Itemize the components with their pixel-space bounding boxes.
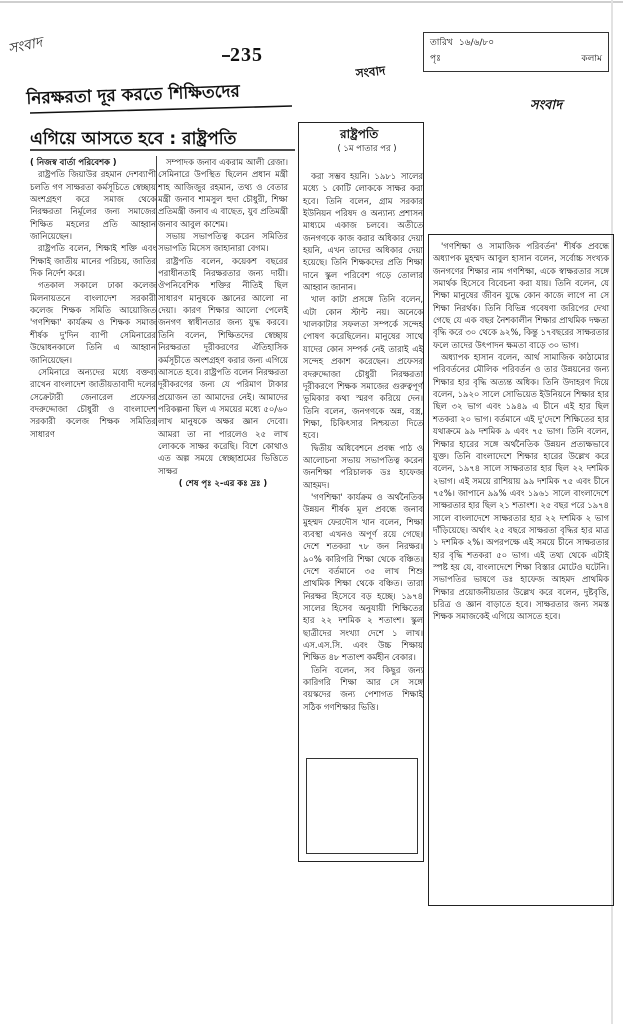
article-column-1: [30, 156, 156, 439]
continuation-title: রাষ্ট্রপতি: [340, 127, 379, 141]
paragraph: দ্বিতীয় অধিবেশনে প্রবন্ধ পাঠ ও আলোচনা সভায় সভাপতিত্ব করেন জনশিক্ষা পরিচালক ডঃ হাফেজ আহমদ।: [303, 442, 423, 490]
publication-fragment: সংবাদ: [530, 98, 563, 113]
masthead-fragment: সংবাদ: [355, 63, 387, 81]
paragraph: তিনি বলেন, সব কিছুর জন্য কারিগরি শিক্ষা আর সে সঙ্গে বয়স্কদের জন্য পেশাগত শিক্ষাই সঠিক গণশিক্ষার ভিত্তি।: [303, 664, 423, 712]
date-label: তারিখ: [430, 38, 453, 48]
date-value: ১৬/৬/৮০: [458, 38, 495, 48]
inset-quote-box: [306, 758, 418, 854]
headline-line-1: নিরক্ষরতা দূর করতে শিক্ষিতদের: [26, 81, 241, 109]
paragraph: 'গণশিক্ষা ও সামাজিক পরিবর্তন' শীর্ষক প্রবন্ধে অধ্যাপক মুহম্মদ আবুল হাসান বলেন, সর্বোচ্চ সংখ্যক জনগণের শিক্ষার নাম গণশিক্ষা, একে স্বাক্ষরতার সঙ্গে সমার্থক হিসেবে বিবেচনা করা যায়। তিনি বলেন, যে শিক্ষা মানুষের জীবন যুদ্ধে কোন কাজে লাগে না সে শিক্ষা নিরর্থক। তিনি বিভিন্ন গবেষণা জরিপের দেখা গেছে যে এক বছর নৈশকালীন শিক্ষার প্রাথমিক দক্ষতা বৃদ্ধি করে ৩০ থেকে ৯২%, কিন্তু ১৭বছরের সাক্ষরতার ফলে তাদের উৎপাদন ক্ষমতা বাড়ে ৩০ ভাগ।: [433, 241, 609, 350]
paragraph: সম্পাদক জনাব একরাম আলী রেজা। সেমিনারে উপস্থিত ছিলেন প্রধান মন্ত্রী শাহ আজিজুর রহমান, তথ্য ও বেতার মন্ত্রী জনাব শামসুল হুদা চৌধুরী, শিক্ষা প্রতিমন্ত্রী জনাব এ বাছেত, যুব প্রতিমন্ত্রী জনাব আবুল কাশেম।: [158, 157, 288, 229]
paragraph: খাল কাটা প্রসঙ্গে তিনি বলেন, এটা কোন স্টান্ট নয়। অনেকে খালকাটার সফলতা সম্পর্কে সন্দেহ পোষণ করেছিলেন। মানুষের সাথে যাদের কোন সম্পর্ক নেই তারাই এই সন্দেহ প্রকাশ করেছেন। প্রফেসর বদরুদ্দোজা চৌধুরী নিরক্ষরতা দূরীকরণে শিক্ষক সমাজের গুরুত্বপূর্ণ ভূমিকার কথা স্মরণ করিয়ে দেন। তিনি বলেন, জনগণকে অন্ন, বস্ত্র, শিক্ষা, চিকিৎসার নিশ্চয়তা দিতে হবে।: [303, 294, 423, 441]
paragraph: 'গণশিক্ষা' কার্যক্রম ও অর্থনৈতিক উন্নয়ন শীর্ষক মূল প্রবন্ধে জনাব মুহম্মদ ফেরদৌস খান বলেন, শিক্ষা ব্যবস্থা এখনও অপূর্ণ রয়ে গেছে। দেশে শতকরা ৭৮ জন নিরক্ষর। ৯০% কারিগরি শিক্ষা থেকে বঞ্চিত। দেশে বর্তমানে ৩৫ লাখ শিশু প্রাথমিক শিক্ষা থেকে বঞ্চিত। তারা নিরক্ষর হিসেবে বড় হচ্ছে। ১৯৭৪ সালের হিসেব অনুযায়ী শিক্ষিতের হার ২২ দশমিক ২ শতাংশ। স্কুল ছাত্রীদের সংখ্যা দেশে ১ লাখ। এস.এস.সি. এবং উচ্চ শিক্ষায় শিক্ষিত ৪৮ শতাংশ কর্মহীন বেকার।: [303, 491, 423, 663]
continuation-column: [303, 156, 423, 860]
continuation-subtitle: ( ১ম পাতার পর ): [337, 143, 397, 153]
paragraph: রাষ্ট্রপতি বলেন, কয়েকশ বছরের পরাধীনতাই নিরক্ষরতার জন্য দায়ী। ঔপনিবেশিক শক্তির নীতিই ছিল সাধারণ মানুষকে জ্ঞানের আলো না দেয়া। কারণ শিক্ষার আলো পেলেই জনগণ স্বাধীনতার জন্য যুদ্ধ করবে। তিনি বলেন, শিক্ষিতদের স্বেচ্ছায় নিরক্ষরতা দূরীকরণের ঐতিহাসিক কর্মসূচীতে অংশগ্রহণ করার জন্য এগিয়ে আসতে হবে। রাষ্ট্রপতি বলেন নিরক্ষরতা দূরীকরণের জন্য যে পরিমাণ টাকার প্রয়োজন তা আমাদের নেই। আমাদের পরিকল্পনা ছিল এ সময়ের মধ্যে ৫০/৬০ লাখ মানুষকে অক্ষর জ্ঞান দেবো। আমরা তা না পারলেও ২৫ লাখ লোককে সাক্ষর করেছি। বিশে কোথাও এত অল্প সময়ে স্বেচ্ছাশ্রমের ভিত্তিতে সাক্ষর: [158, 255, 288, 476]
dateline: ( নিজস্ব বার্তা পরিবেশক ): [30, 157, 117, 167]
paragraph: সভায় সভাপতিত্ব করেন সমিতির সভাপতি মিসেস জাহানারা বেগম।: [158, 231, 288, 254]
archive-page-number: 235: [230, 44, 263, 66]
paragraph: গতকাল সকালে ঢাকা কলেজ মিলনায়তনে বাংলাদেশ সরকারী কলেজ শিক্ষক সমিতি আয়োজিত 'গণশিক্ষা' কার্যক্রম ও শিক্ষক সমাজ শীর্ষক দু'দিন ব্যাপী সেমিনারের উদ্বোধনকালে তিনি এ আহ্বান জানিয়েছেন।: [30, 280, 156, 365]
paragraph: অধ্যাপক হাসান বলেন, আর্থ সামাজিক কাঠামোর পরিবর্তনের মৌলিক পরিবর্তন ও তার উন্নয়নের জন্য শিক্ষার হার বৃদ্ধি অত্যন্ত অধিক। তিনি উদাহরণ দিয়ে বলেন, ১৯২০ সালে সোভিয়েত ইউনিয়নে শিক্ষার হার ছিল ৩২ ভাগ এবং ১৯৪৯ এ চীনে এই হার ছিল শতকরা ২০ ভাগ। বর্তমানে এই দু'দেশে শিক্ষিতের হার যথাক্রমে ৯৯ দশমিক ৯ এবং ৭৫ ভাগ। তিনি বলেন, শিক্ষার হারের সঙ্গে অর্থনৈতিক উন্নয়ন প্রত্যক্ষভাবে যুক্ত। তিনি বাংলাদেশে শিক্ষার হারের উল্লেখ করে বলেন, ১৯৭৪ সালে সাক্ষরতার হার ছিল ২২ দশমিক ২ভাগ। এই সময়ে রাশিয়ায় ৯৯ দশমিক ৭৫ এবং চীনে ৭৫%। জাপানে ৯৯% এবং ১৯৬১ সালে বাংলাদেশে সাক্ষরতার হার ছিল ২১ শতাংশ। ২৫ বছর পরে ১৯৭৪ সালে বাংলাদেশে সাক্ষরতার হার ২২ দশমিক ২ ভাগ দাঁড়িয়েছে। অর্থাৎ ২৫ বছরে সাক্ষরতা বৃদ্ধির হার মাত্র ১ দশমিক ২%। অপরপক্ষে এই সময়ে চীনে সাক্ষরতার হার বৃদ্ধি শতকরা ৫০ ভাগ। এই তথ্য থেকে এটাই স্পষ্ট হয় যে, বাংলাদেশে শিক্ষা বিস্তার মোটেও ঘটেনি। সভাপতির ভাষণে ডঃ হাফেজ আহমদ প্রাথমিক শিক্ষার প্রয়োজনীয়তার উল্লেখ করে বলেন, দুষ্টবৃত্তি, চরিত্র ও জ্ঞান বাড়াতে হবে। সাক্ষরতার জন্য সমস্ত শিক্ষক সমাজকেই এগিয়ে আসতে হবে।: [433, 352, 609, 622]
date-stamp: [423, 32, 609, 72]
continuation-note: ( শেষ পৃঃ ২-এর কঃ দ্রঃ ): [178, 477, 268, 488]
column-divider: [156, 156, 157, 426]
paragraph: সেমিনারে অন্যদের মধ্যে বক্তব্য রাখেন বাংলাদেশ জাতীয়তাবাদী দলের সেক্রেটারী জেনারেল প্রফেসর বদরুদ্দোজা চৌধুরী ও বাংলাদেশ সরকারী কলেজ শিক্ষক সমিতির সাধারণ: [30, 366, 156, 439]
column-label: কলাম: [581, 54, 602, 64]
paragraph: রাষ্ট্রপতি বলেন, শিক্ষাই শক্তি এবং শিক্ষাই জাতীয় মানের পরিচয়, জাতির দিক নির্দেশ করে।: [30, 243, 156, 279]
page-label: পৃঃ: [430, 54, 441, 64]
handwritten-source-note: সংবাদ: [6, 34, 44, 58]
headline-line-2: এগিয়ে আসতে হবে : রাষ্ট্রপতি: [30, 129, 237, 149]
article-column-2: [158, 156, 288, 556]
paragraph: রাষ্ট্রপতি জিয়াউর রহমান দেশব্যাপী চলতি গণ সাক্ষরতা কর্মসূচিতে স্বেচ্ছায় অংশগ্রহণ করে সমাজ থেকে নিরক্ষরতা নির্মূলের জন্য সমাজের শিক্ষিত মহলের প্রতি আহ্বান জানিয়েছেন।: [30, 169, 156, 242]
paragraph: করা সম্ভব হয়নি। ১৯৮১ সালের মধ্যে ১ কোটি লোককে সাক্ষর করা হবে। তিনি বলেন, গ্রাম সরকার ইউনিয়ন পরিষদ ও অন্যান্য প্রশাসন মাধ্যমে একাজ চলবে। অতীতে জনগণকে কাজ করার অধিকার দেয়া হয়নি, এখন তাদের অধিকার দেয়া হয়েছে। তিনি শিক্ষকদের প্রতি শিক্ষা দানে স্কুল পরিবেশ গড়ে তোলার আহ্বান জানান।: [303, 171, 423, 293]
side-article-column: [433, 240, 609, 902]
